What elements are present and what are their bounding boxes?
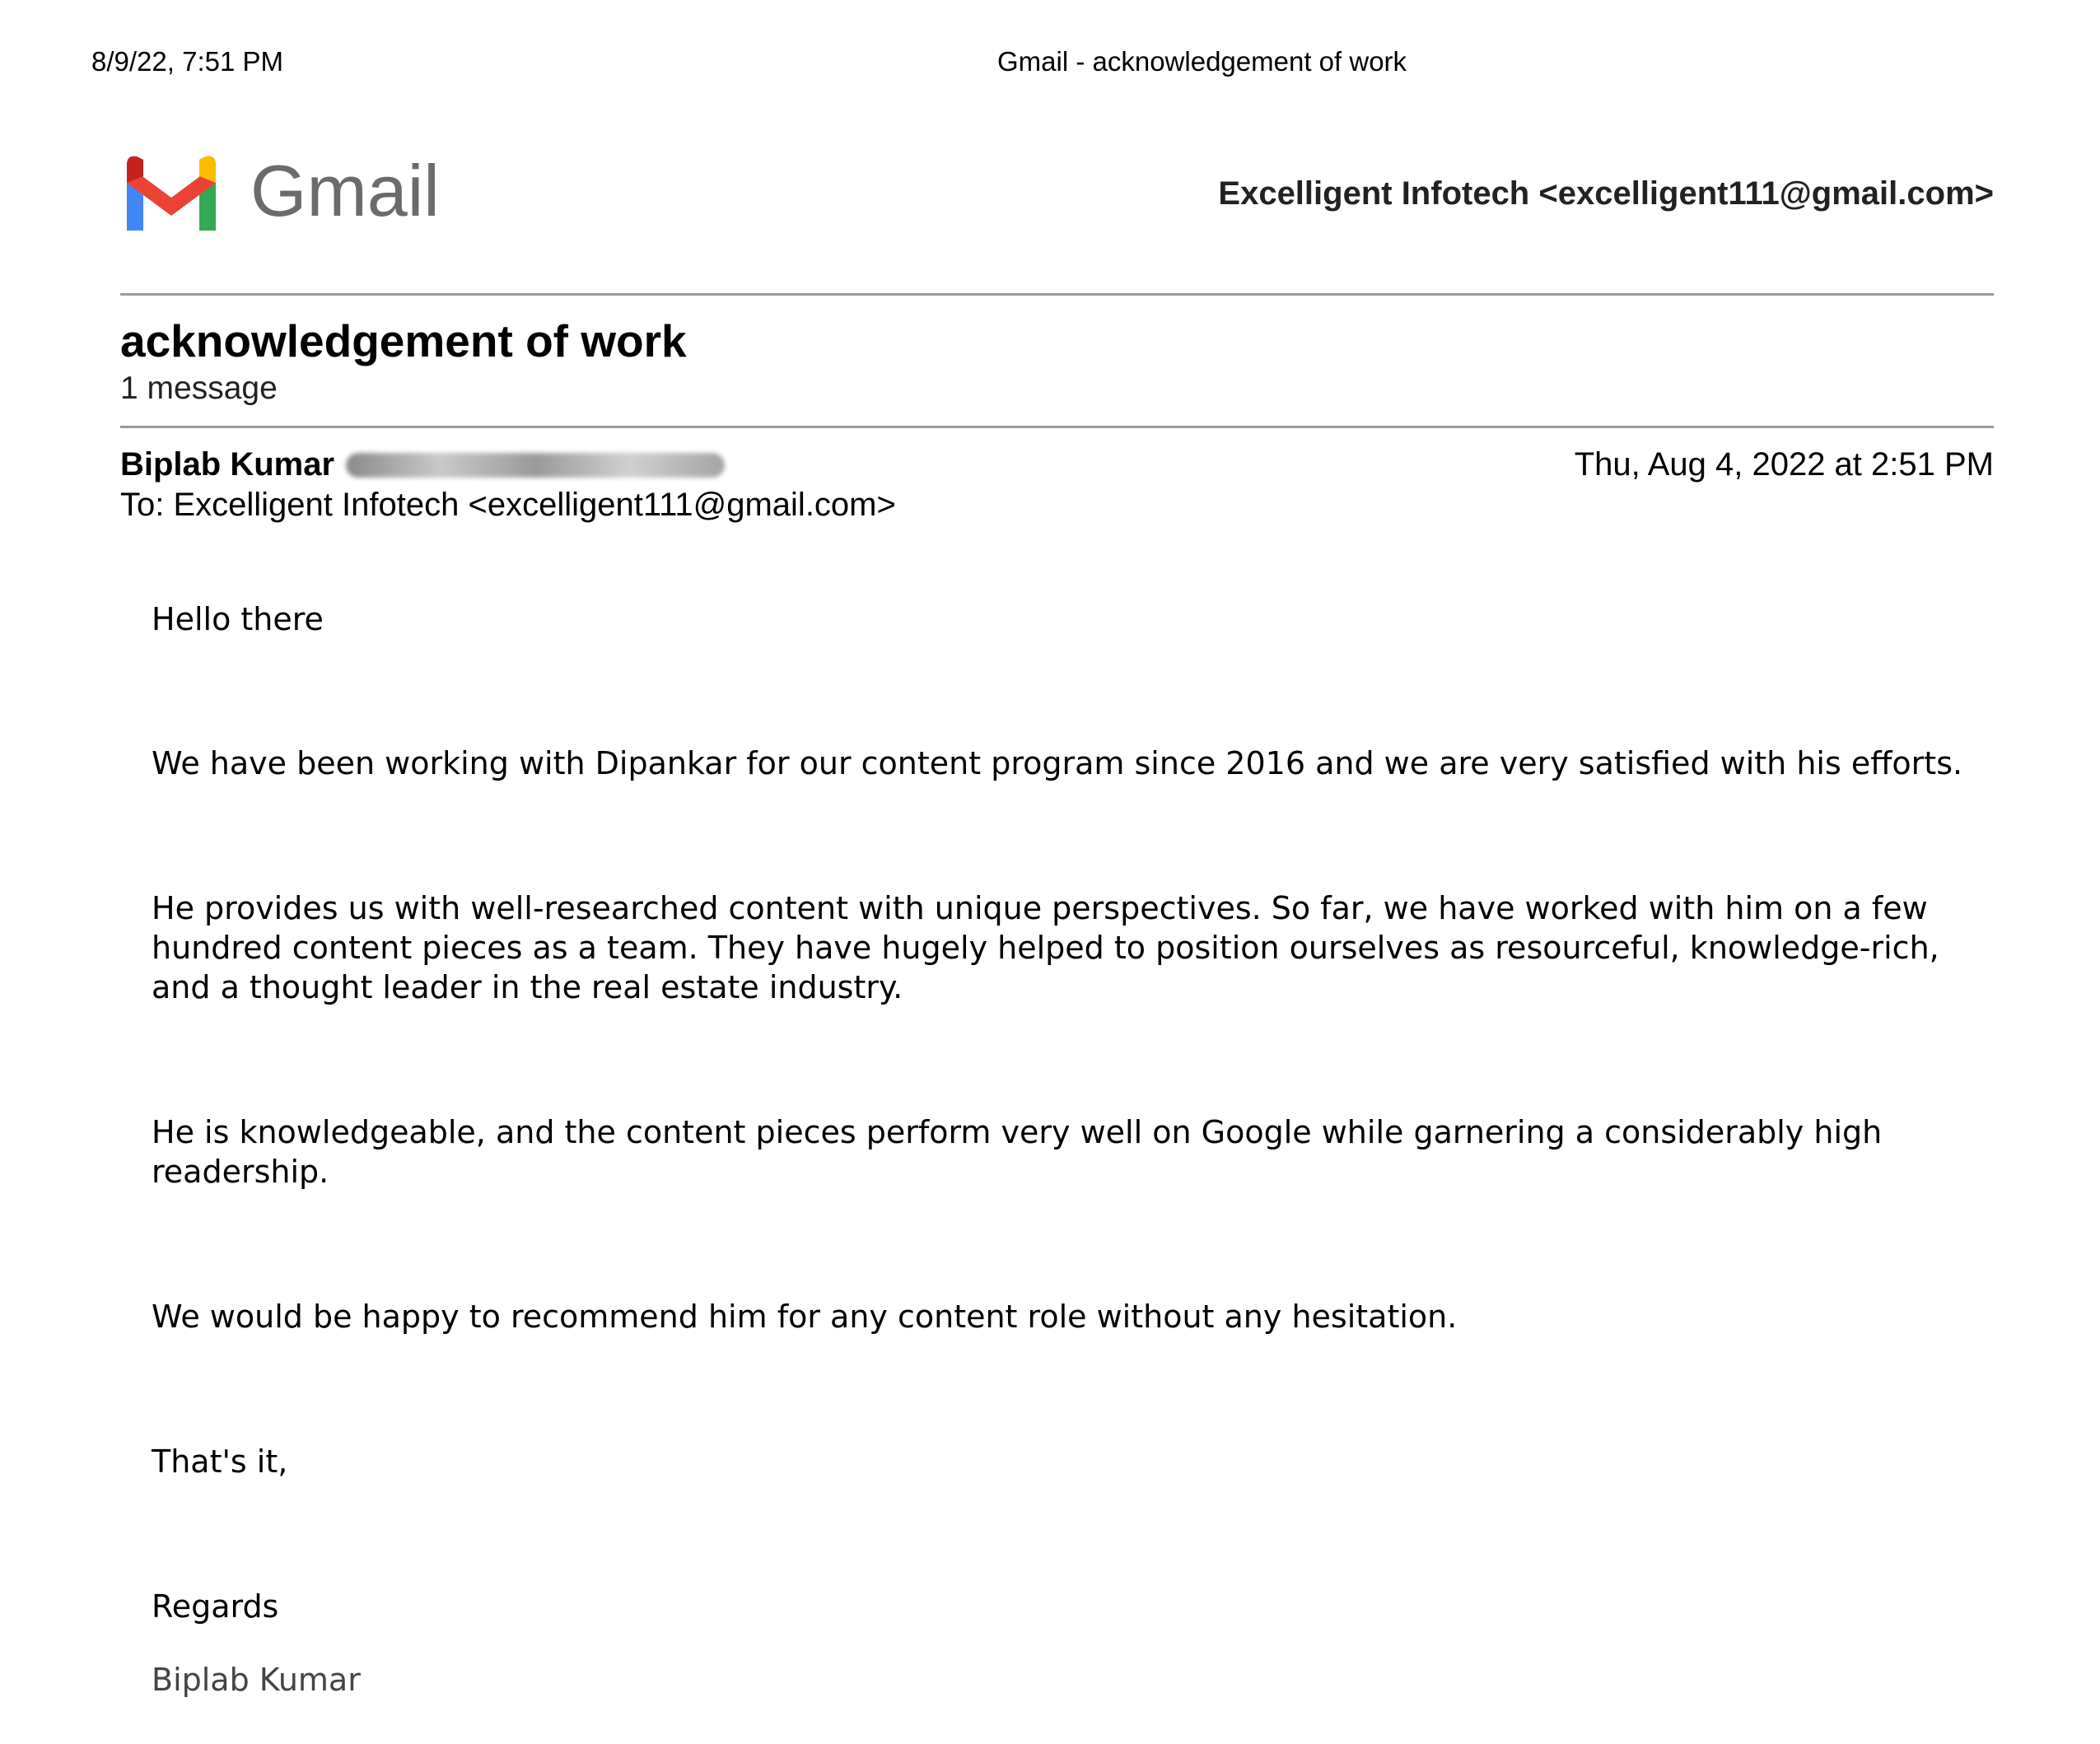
body-paragraph: Hello there [152, 601, 324, 637]
print-header [0, 46, 2100, 82]
print-title: Gmail - acknowledgement of work [997, 46, 1407, 77]
message-count: 1 message [120, 371, 278, 406]
body-paragraph: He provides us with well-researched content with unique perspectives. So far, we have worked with him on a few hundred content pieces as a team. They have hugely helped to position ourselves as resourceful, knowledge-rich, and a thought leader in the real estate industry. [152, 890, 1939, 1005]
gmail-logo-text: Gmail [250, 150, 440, 231]
sender-name: Biplab Kumar [120, 446, 335, 483]
divider [120, 426, 1994, 428]
message-date: Thu, Aug 4, 2022 at 2:51 PM [1574, 446, 1994, 483]
body-paragraph: Regards [152, 1588, 279, 1625]
thread-subject: acknowledgement of work [120, 315, 687, 366]
gmail-logo-icon [120, 152, 222, 231]
body-paragraph: We have been working with Dipankar for our content program since 2016 and we are very satisfied with his efforts. [152, 745, 1963, 781]
account-identity: Excelligent Infotech <excelligent111@gmail.com> [1218, 175, 1994, 212]
message-sender [120, 446, 725, 483]
print-datetime: 8/9/22, 7:51 PM [91, 46, 283, 77]
sender-email-redacted [346, 453, 725, 478]
body-paragraph: We would be happy to recommend him for any content role without any hesitation. [152, 1299, 1458, 1335]
message-recipient: To: Excelligent Infotech <excelligent111@gmail.com> [120, 487, 896, 523]
signature-name: Biplab Kumar [152, 1662, 361, 1698]
divider [120, 293, 1994, 296]
body-paragraph: He is knowledgeable, and the content pieces perform very well on Google while garnering a considerably high readership. [152, 1114, 1883, 1190]
gmail-logo [120, 152, 440, 231]
body-paragraph: That's it, [152, 1443, 288, 1480]
